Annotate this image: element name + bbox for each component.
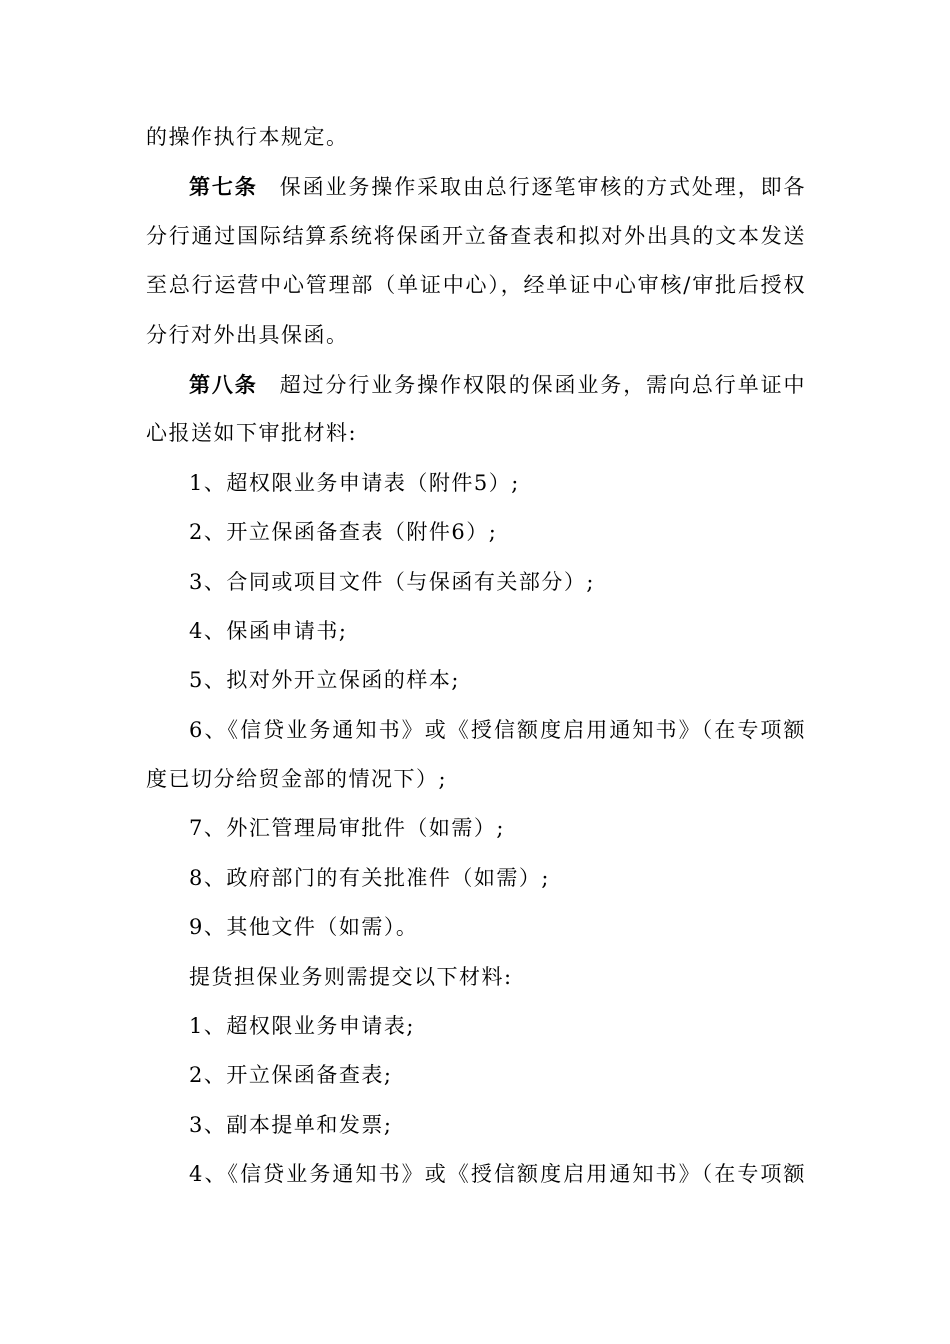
list-item: 7、外汇管理局审批件（如需）; xyxy=(189,816,505,841)
list-item: 3、副本提单和发票; xyxy=(189,1112,393,1137)
list-item: 9、其他文件（如需）。 xyxy=(189,915,419,940)
article-7-text: 保函业务操作采取由总行逐笔审核的方式处理，即各 xyxy=(279,175,807,200)
paragraph-line: 分行通过国际结算系统将保函开立备查表和拟对外出具的文本发送 xyxy=(146,223,806,248)
list-item: 2、开立保函备查表（附件6）; xyxy=(189,520,498,545)
article-8-text: 超过分行业务操作权限的保函业务，需向总行单证中 xyxy=(279,372,807,397)
list-item: 5、拟对外开立保函的样本; xyxy=(189,668,460,693)
list-item: 6、《信贷业务通知书》或《授信额度启用通知书》（在专项额 xyxy=(189,717,806,742)
article-7-first-line xyxy=(146,162,806,211)
article-8-first-line xyxy=(146,360,806,409)
list-item-continuation: 度已切分给贸金部的情况下）; xyxy=(146,767,448,792)
list-item: 3、合同或项目文件（与保函有关部分）; xyxy=(189,569,595,594)
list-item: 4、保函申请书; xyxy=(189,618,348,643)
paragraph-line: 的操作执行本规定。 xyxy=(146,125,349,149)
article-7-heading: 第七条 xyxy=(189,174,258,200)
paragraph-line: 至总行运营中心管理部（单证中心），经单证中心审核/审批后授权 xyxy=(146,273,806,298)
document-body xyxy=(146,113,806,1200)
section-intro: 提货担保业务则需提交以下材料: xyxy=(189,964,513,989)
list-item: 1、超权限业务申请表; xyxy=(189,1014,415,1039)
article-8-heading: 第八条 xyxy=(189,371,258,397)
list-item: 1、超权限业务申请表（附件5）; xyxy=(189,470,520,495)
paragraph-line: 分行对外出具保函。 xyxy=(146,322,349,347)
list-item: 2、开立保函备查表; xyxy=(189,1063,393,1088)
list-item: 4、《信贷业务通知书》或《授信额度启用通知书》（在专项额 xyxy=(189,1162,806,1187)
list-item: 8、政府部门的有关批准件（如需）; xyxy=(189,865,550,890)
paragraph-line: 心报送如下审批材料: xyxy=(146,421,358,446)
